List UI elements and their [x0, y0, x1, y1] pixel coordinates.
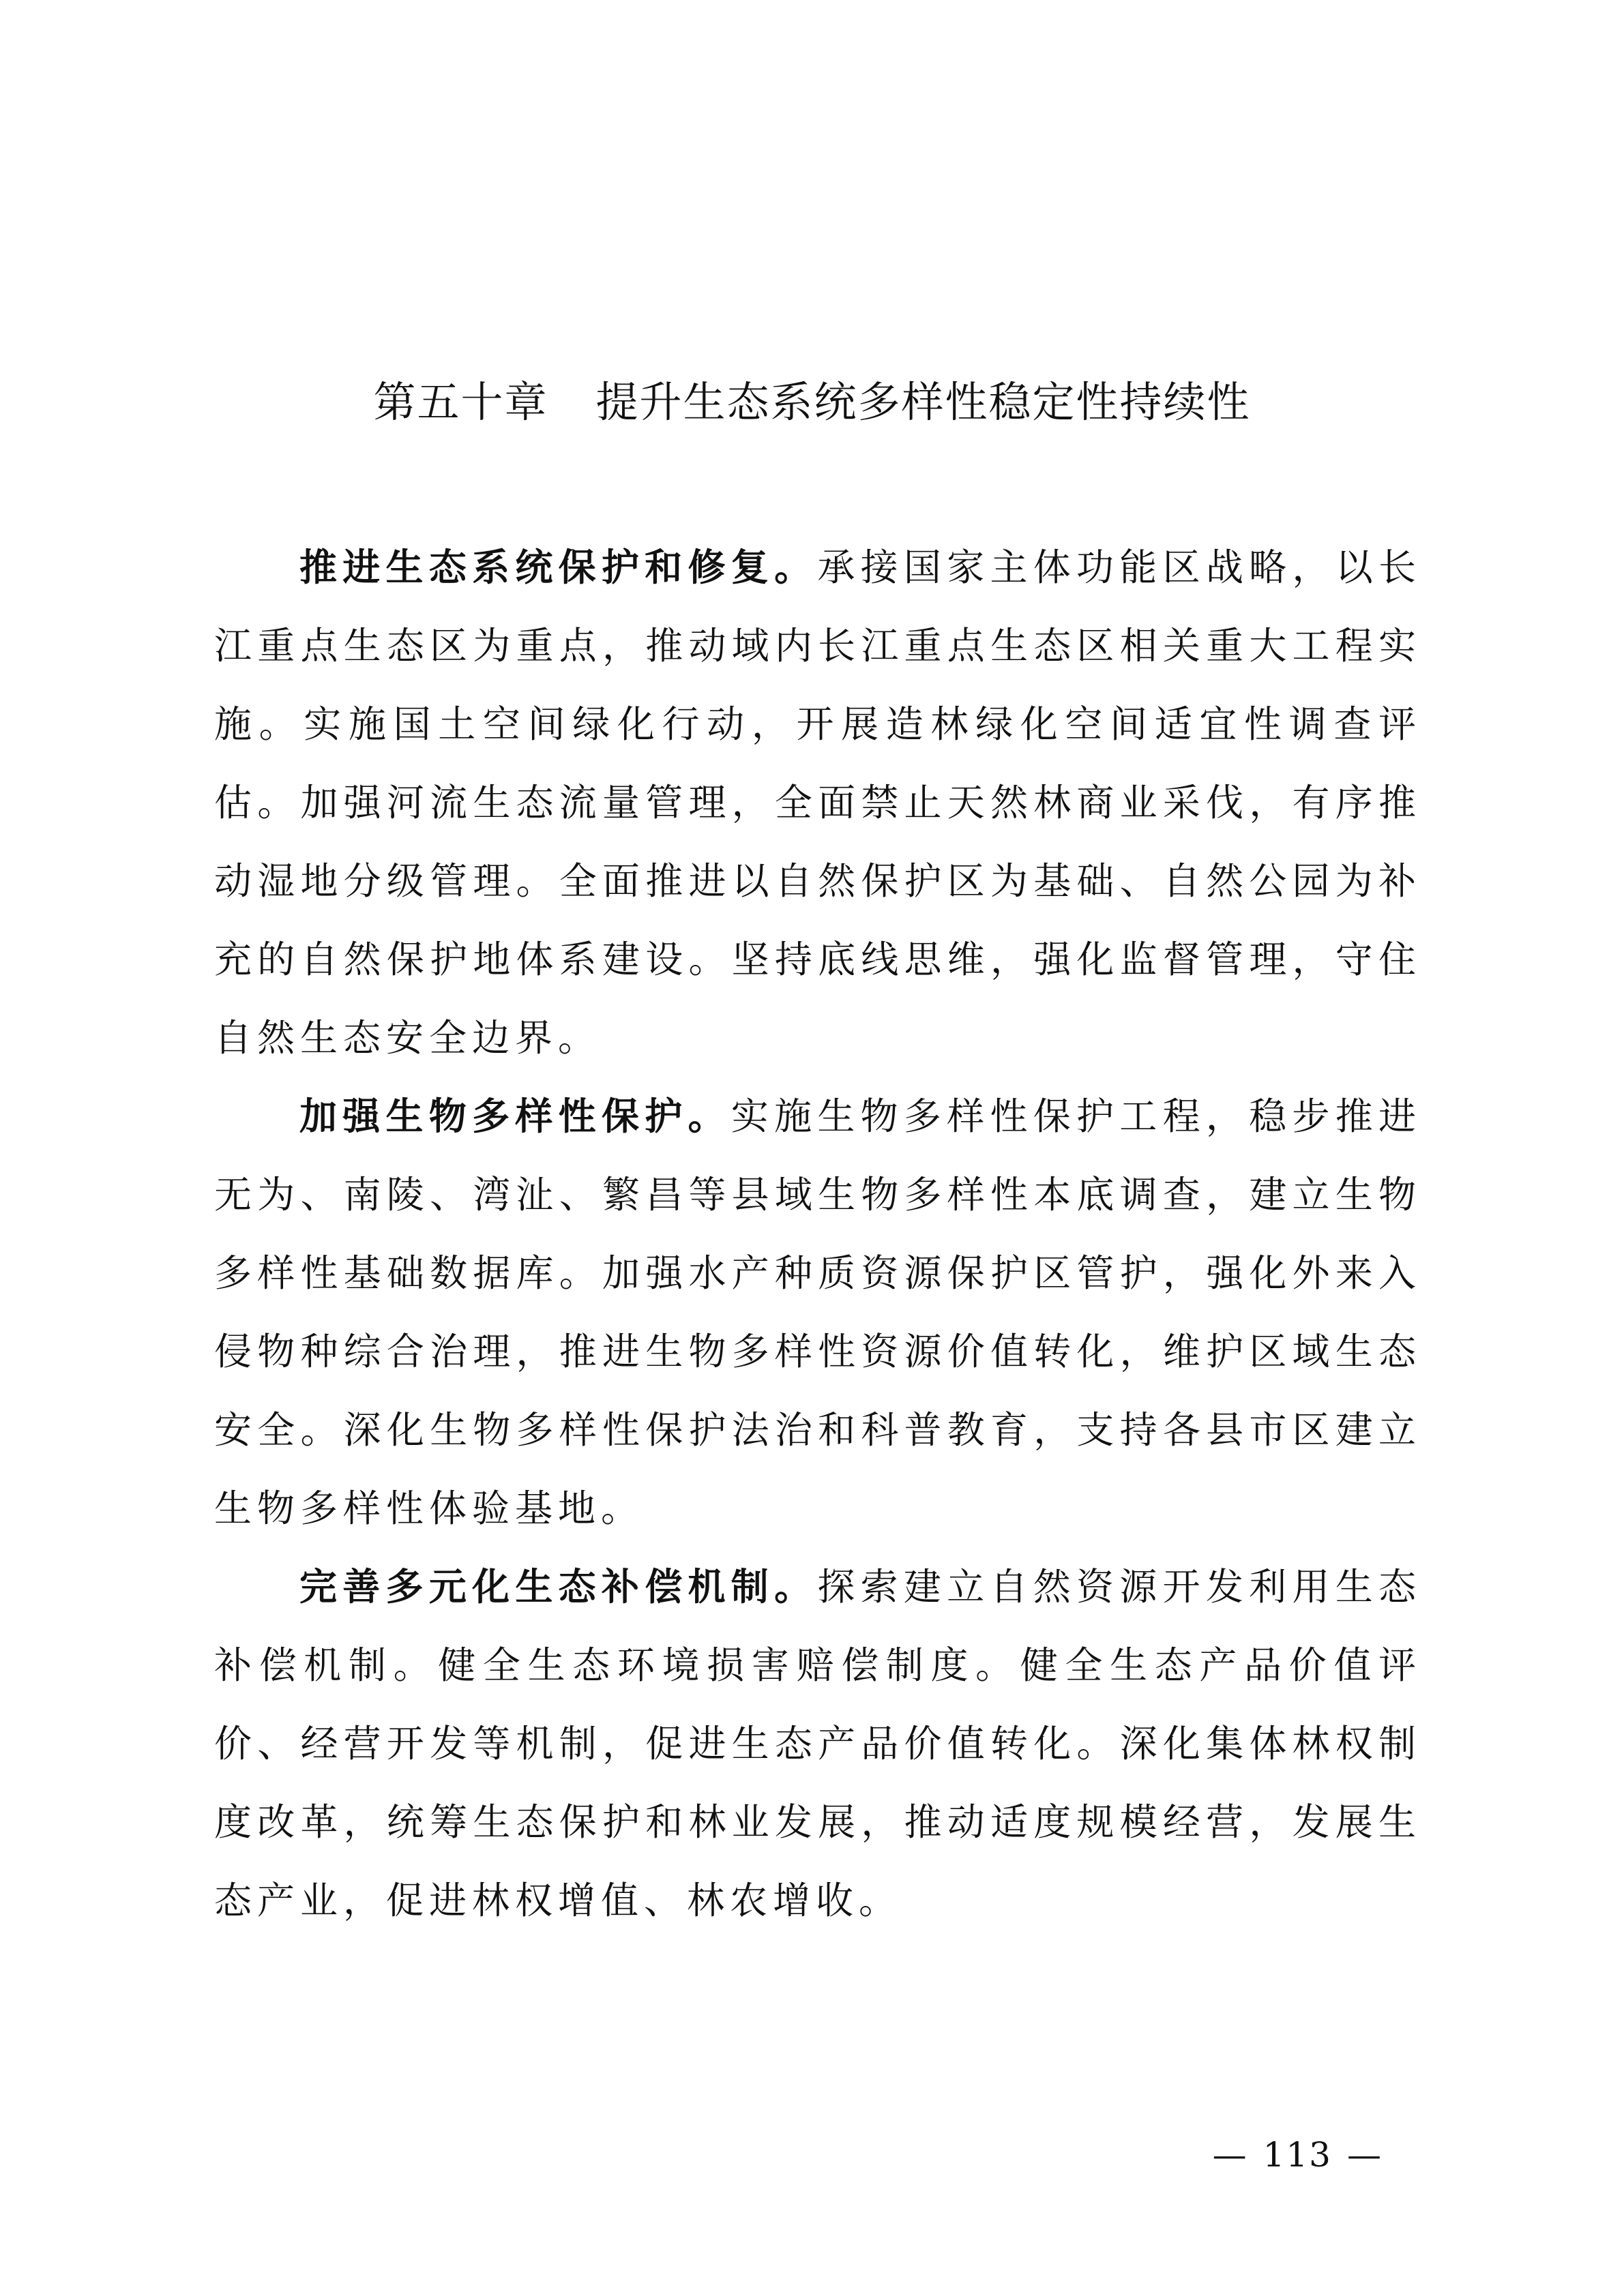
chapter-number: 第五十章	[373, 377, 548, 427]
chapter-heading	[0, 368, 1624, 436]
paragraph-ecological-compensation	[214, 1548, 1421, 1940]
page-number-dash-left: —	[1212, 2135, 1248, 2175]
paragraph-ecosystem-protection	[214, 528, 1421, 1077]
page-number	[1198, 2134, 1398, 2175]
paragraph-text: 探索建立自然资源开发利用生态补偿机制。健全生态环境损害赔偿制度。健全生态产品价值评价、经营开发等机制，促进生态产品价值转化。深化集体林权制度改革，统筹生态保护和林业发展，推动适度规模经营，发展生态产业，促进林权增值、林农增收。	[214, 1565, 1421, 1922]
page-number-value: 113	[1263, 2135, 1332, 2175]
paragraph-text: 承接国家主体功能区战略，以长江重点生态区为重点，推动域内长江重点生态区相关重大工程实施。实施国土空间绿化行动，开展造林绿化空间适宜性调查评估。加强河流生态流量管理，全面禁止天然林商业采伐，有序推动湿地分级管理。全面推进以自然保护区为基础、自然公园为补充的自然保护地体系建设。坚持底线思维，强化监督管理，守住自然生态安全边界。	[214, 546, 1421, 1060]
paragraph-lead: 加强生物多样性保护。	[299, 1094, 731, 1138]
paragraph-lead: 完善多元化生态补偿机制。	[299, 1565, 818, 1609]
paragraph-text: 实施生物多样性保护工程，稳步推进无为、南陵、湾沚、繁昌等县域生物多样性本底调查，建立生物多样性基础数据库。加强水产种质资源保护区管护，强化外来入侵物种综合治理，推进生物多样性资源价值转化，维护区域生态安全。深化生物多样性保护法治和科普教育，支持各县市区建立生物多样性体验基地。	[214, 1094, 1421, 1530]
chapter-body	[214, 528, 1421, 1940]
page-number-dash-right: —	[1347, 2135, 1383, 2175]
paragraph-lead: 推进生态系统保护和修复。	[299, 546, 818, 589]
paragraph-biodiversity-protection	[214, 1077, 1421, 1548]
chapter-title-text: 提升生态系统多样性稳定性持续性	[595, 377, 1251, 427]
